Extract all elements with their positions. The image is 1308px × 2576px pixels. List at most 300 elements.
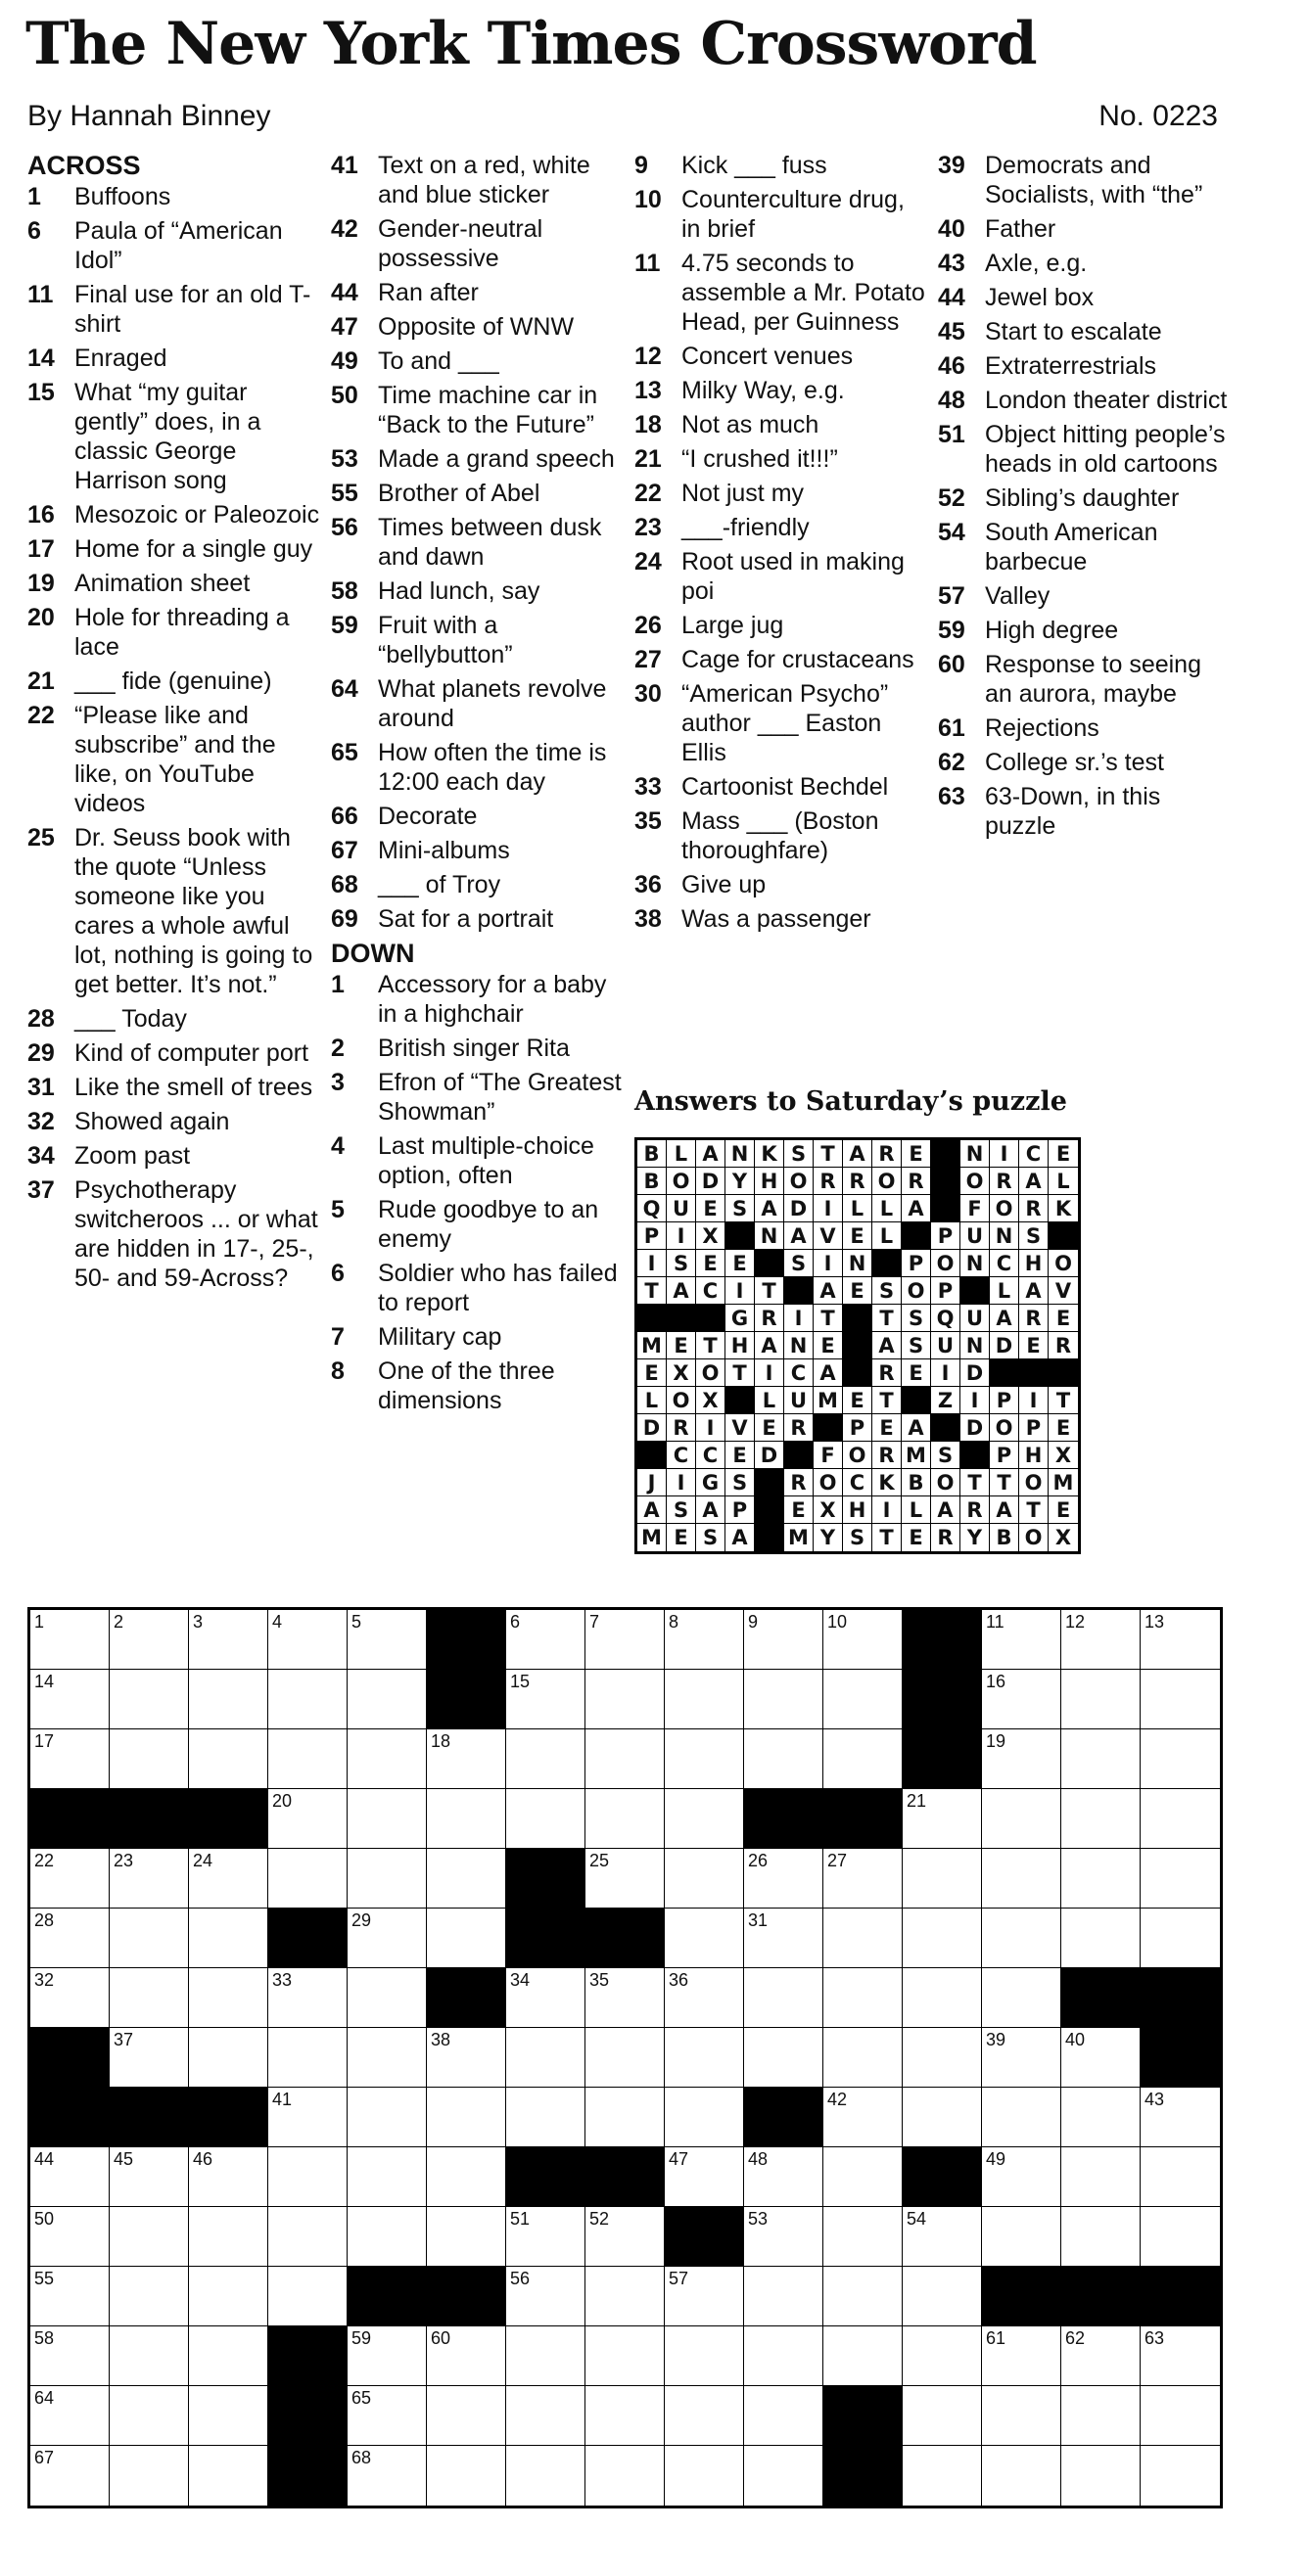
down-clue[interactable] [938, 782, 1232, 841]
grid-cell[interactable] [744, 1909, 823, 1968]
down-clue[interactable] [331, 970, 625, 1029]
grid-cell[interactable] [744, 2326, 823, 2386]
clue-text: Brother of Abel [378, 480, 540, 507]
down-clue[interactable] [331, 1357, 625, 1415]
down-clue[interactable] [938, 214, 1232, 244]
black-square [1141, 2028, 1220, 2088]
grid-cell[interactable] [110, 1909, 189, 1968]
grid-cell[interactable] [823, 2207, 903, 2267]
grid-cell[interactable] [1061, 1789, 1141, 1849]
grid-cell[interactable] [823, 1909, 903, 1968]
cell-number: 9 [748, 1612, 759, 1632]
down-clue[interactable] [634, 679, 928, 767]
grid-cell[interactable] [744, 2207, 823, 2267]
down-clue[interactable] [634, 151, 928, 180]
grid-cell[interactable] [1141, 1729, 1220, 1789]
grid-cell[interactable] [982, 1909, 1061, 1968]
grid-cell[interactable] [268, 1670, 348, 1729]
grid-cell[interactable] [1141, 1909, 1220, 1968]
answers-letter: E [814, 1332, 843, 1359]
grid-cell[interactable] [1141, 2446, 1220, 2506]
grid-cell[interactable] [665, 1968, 744, 2028]
grid-cell[interactable] [665, 2386, 744, 2446]
answers-letter: O [784, 1168, 814, 1195]
across-clue[interactable] [27, 500, 321, 529]
grid-cell[interactable] [427, 1729, 506, 1789]
grid-cell[interactable] [585, 1849, 665, 1909]
answers-letter: S [696, 1524, 725, 1551]
grid-cell[interactable] [982, 1968, 1061, 2028]
clue-text: 63-Down, in this puzzle [985, 783, 1161, 840]
grid-cell[interactable] [189, 2386, 268, 2446]
across-clue[interactable] [27, 1073, 321, 1102]
grid-cell[interactable] [110, 2386, 189, 2446]
across-clue[interactable] [331, 151, 625, 209]
grid-cell[interactable] [189, 2326, 268, 2386]
across-clue[interactable] [331, 346, 625, 376]
grid-cell[interactable] [665, 2326, 744, 2386]
answers-letter: X [667, 1359, 696, 1387]
grid-cell[interactable] [110, 1610, 189, 1670]
grid-cell[interactable] [585, 2267, 665, 2326]
grid-cell[interactable] [903, 2386, 982, 2446]
grid-cell[interactable] [823, 2088, 903, 2147]
grid-cell[interactable] [268, 2207, 348, 2267]
down-clue[interactable] [634, 479, 928, 508]
across-clue[interactable] [27, 344, 321, 373]
down-clue[interactable] [938, 483, 1232, 513]
grid-cell[interactable] [823, 1729, 903, 1789]
down-clue[interactable] [331, 1322, 625, 1352]
grid-cell[interactable] [30, 2446, 110, 2506]
grid-cell[interactable] [268, 2088, 348, 2147]
grid-cell[interactable] [903, 1789, 982, 1849]
grid-cell[interactable] [982, 2088, 1061, 2147]
down-clue[interactable] [938, 420, 1232, 479]
across-clue[interactable] [331, 802, 625, 831]
across-clue[interactable] [27, 1038, 321, 1068]
grid-cell[interactable] [665, 1789, 744, 1849]
across-clue[interactable] [27, 378, 321, 495]
grid-cell[interactable] [1061, 2326, 1141, 2386]
grid-cell[interactable] [823, 1610, 903, 1670]
grid-cell[interactable] [1061, 1610, 1141, 1670]
across-clue[interactable] [331, 674, 625, 733]
crossword-grid[interactable] [27, 1607, 1223, 2508]
grid-cell[interactable] [1061, 2088, 1141, 2147]
down-clue[interactable] [634, 513, 928, 542]
across-clue[interactable] [331, 214, 625, 273]
across-clue[interactable] [331, 576, 625, 606]
grid-cell[interactable] [903, 2326, 982, 2386]
grid-cell[interactable] [982, 1729, 1061, 1789]
across-clue[interactable] [27, 603, 321, 662]
clue-number: 27 [634, 646, 662, 673]
cell-number: 19 [986, 1731, 1006, 1751]
grid-cell[interactable] [585, 2028, 665, 2088]
grid-cell[interactable] [744, 1670, 823, 1729]
grid-cell[interactable] [189, 1968, 268, 2028]
grid-cell[interactable] [30, 1909, 110, 1968]
grid-cell[interactable] [585, 1789, 665, 1849]
grid-cell[interactable] [585, 2326, 665, 2386]
grid-cell[interactable] [823, 1670, 903, 1729]
down-clue[interactable] [634, 185, 928, 244]
grid-cell[interactable] [110, 2028, 189, 2088]
grid-cell[interactable] [665, 2028, 744, 2088]
grid-cell[interactable] [110, 2147, 189, 2207]
grid-cell[interactable] [665, 1849, 744, 1909]
grid-cell[interactable] [348, 2326, 427, 2386]
grid-cell[interactable] [665, 1670, 744, 1729]
grid-cell[interactable] [744, 2147, 823, 2207]
across-clue[interactable] [331, 444, 625, 474]
down-clue[interactable] [938, 283, 1232, 312]
grid-cell[interactable] [348, 2446, 427, 2506]
grid-cell[interactable] [427, 2088, 506, 2147]
across-clue[interactable] [331, 836, 625, 865]
across-clue[interactable] [27, 1107, 321, 1136]
grid-cell[interactable] [1141, 2147, 1220, 2207]
grid-cell[interactable] [348, 1968, 427, 2028]
down-clue[interactable] [331, 1195, 625, 1254]
grid-cell[interactable] [348, 2207, 427, 2267]
answers-letter: I [667, 1222, 696, 1250]
grid-cell[interactable] [1141, 1789, 1220, 1849]
grid-cell[interactable] [189, 1849, 268, 1909]
grid-cell[interactable] [1141, 1670, 1220, 1729]
black-square [427, 1610, 506, 1670]
grid-cell[interactable] [189, 1909, 268, 1968]
across-clue[interactable] [27, 1004, 321, 1034]
across-clue[interactable] [331, 870, 625, 899]
clue-number: 28 [27, 1005, 55, 1033]
answers-black-square [843, 1359, 872, 1387]
across-clue[interactable] [331, 513, 625, 572]
grid-cell[interactable] [585, 2088, 665, 2147]
answers-row [637, 1168, 1078, 1195]
clue-text: Counterculture drug, in brief [681, 186, 905, 243]
grid-cell[interactable] [427, 1849, 506, 1909]
answers-letter: S [902, 1305, 931, 1332]
grid-cell[interactable] [982, 2028, 1061, 2088]
grid-cell[interactable] [110, 2326, 189, 2386]
grid-cell[interactable] [268, 2267, 348, 2326]
grid-cell[interactable] [1061, 1729, 1141, 1789]
clue-text: Mass ___ (Boston thoroughfare) [681, 807, 879, 864]
grid-cell[interactable] [585, 1670, 665, 1729]
across-clue[interactable] [331, 611, 625, 669]
down-clue[interactable] [634, 870, 928, 899]
grid-cell[interactable] [348, 1729, 427, 1789]
grid-cell[interactable] [268, 2028, 348, 2088]
answers-letter: T [696, 1332, 725, 1359]
grid-cell[interactable] [348, 2028, 427, 2088]
grid-cell[interactable] [348, 2386, 427, 2446]
grid-cell[interactable] [1061, 1670, 1141, 1729]
grid-cell[interactable] [427, 2386, 506, 2446]
grid-cell[interactable] [744, 2386, 823, 2446]
grid-cell[interactable] [189, 2446, 268, 2506]
grid-cell[interactable] [268, 1968, 348, 2028]
across-clue[interactable] [331, 479, 625, 508]
grid-cell[interactable] [506, 2326, 585, 2386]
grid-cell[interactable] [1141, 2207, 1220, 2267]
across-clue[interactable] [331, 312, 625, 342]
across-clue[interactable] [27, 216, 321, 275]
across-clue[interactable] [27, 701, 321, 818]
grid-cell[interactable] [982, 2446, 1061, 2506]
grid-cell[interactable] [30, 1968, 110, 2028]
clue-text: Animation sheet [74, 570, 251, 597]
answers-letter: M [784, 1524, 814, 1551]
grid-cell[interactable] [506, 2267, 585, 2326]
grid-cell[interactable] [665, 2446, 744, 2506]
grid-cell[interactable] [903, 2207, 982, 2267]
grid-cell[interactable] [506, 2028, 585, 2088]
grid-cell[interactable] [982, 1789, 1061, 1849]
grid-cell[interactable] [744, 1610, 823, 1670]
grid-cell[interactable] [744, 1849, 823, 1909]
grid-cell[interactable] [506, 2446, 585, 2506]
down-clue[interactable] [634, 904, 928, 934]
across-clue[interactable] [27, 569, 321, 598]
grid-cell[interactable] [30, 1849, 110, 1909]
grid-cell[interactable] [903, 2028, 982, 2088]
black-square [982, 2267, 1061, 2326]
grid-cell[interactable] [823, 2267, 903, 2326]
down-clue[interactable] [331, 1259, 625, 1317]
grid-cell[interactable] [506, 2088, 585, 2147]
grid-cell[interactable] [189, 2207, 268, 2267]
grid-cell[interactable] [665, 2147, 744, 2207]
down-clue[interactable] [938, 616, 1232, 645]
down-clue[interactable] [634, 342, 928, 371]
across-clue[interactable] [331, 904, 625, 934]
grid-cell[interactable] [30, 2207, 110, 2267]
across-clue[interactable] [27, 182, 321, 211]
grid-row [30, 1968, 1220, 2028]
grid-cell[interactable] [30, 2147, 110, 2207]
grid-cell[interactable] [585, 1610, 665, 1670]
clue-text: Mini-albums [378, 837, 510, 864]
grid-row [30, 1849, 1220, 1909]
down-clue[interactable] [331, 1131, 625, 1190]
down-clue[interactable] [634, 547, 928, 606]
grid-cell[interactable] [1061, 1909, 1141, 1968]
down-clue[interactable] [938, 518, 1232, 576]
grid-cell[interactable] [1141, 2386, 1220, 2446]
grid-cell[interactable] [348, 2088, 427, 2147]
down-clue[interactable] [938, 386, 1232, 415]
down-clue[interactable] [634, 611, 928, 640]
grid-cell[interactable] [268, 2147, 348, 2207]
grid-cell[interactable] [30, 1610, 110, 1670]
grid-cell[interactable] [427, 2446, 506, 2506]
down-clue[interactable] [331, 1034, 625, 1063]
grid-cell[interactable] [982, 1610, 1061, 1670]
grid-cell[interactable] [665, 2267, 744, 2326]
down-clue[interactable] [634, 410, 928, 439]
grid-cell[interactable] [585, 2386, 665, 2446]
grid-cell[interactable] [982, 2207, 1061, 2267]
down-clue[interactable] [331, 1068, 625, 1127]
grid-cell[interactable] [903, 2267, 982, 2326]
grid-cell[interactable] [506, 1610, 585, 1670]
across-clue[interactable] [331, 738, 625, 797]
down-clue[interactable] [634, 806, 928, 865]
grid-cell[interactable] [110, 2446, 189, 2506]
grid-cell[interactable] [744, 2028, 823, 2088]
grid-cell[interactable] [982, 1670, 1061, 1729]
grid-cell[interactable] [110, 2207, 189, 2267]
down-clue[interactable] [938, 748, 1232, 777]
across-clue[interactable] [27, 823, 321, 999]
grid-cell[interactable] [982, 2326, 1061, 2386]
across-clue[interactable] [27, 1141, 321, 1171]
grid-row [30, 2386, 1220, 2446]
grid-cell[interactable] [744, 1968, 823, 2028]
grid-cell[interactable] [30, 2267, 110, 2326]
grid-cell[interactable] [30, 2386, 110, 2446]
grid-cell[interactable] [268, 1849, 348, 1909]
down-clue[interactable] [938, 351, 1232, 381]
grid-cell[interactable] [506, 1670, 585, 1729]
grid-cell[interactable] [823, 1849, 903, 1909]
grid-cell[interactable] [903, 2446, 982, 2506]
grid-cell[interactable] [585, 1729, 665, 1789]
grid-cell[interactable] [744, 1729, 823, 1789]
grid-cell[interactable] [427, 2207, 506, 2267]
down-clue[interactable] [634, 249, 928, 337]
grid-cell[interactable] [189, 2028, 268, 2088]
grid-cell[interactable] [823, 2326, 903, 2386]
grid-cell[interactable] [110, 1729, 189, 1789]
grid-cell[interactable] [903, 1968, 982, 2028]
grid-cell[interactable] [427, 1909, 506, 1968]
down-clue[interactable] [634, 645, 928, 674]
grid-cell[interactable] [189, 2267, 268, 2326]
across-clue[interactable] [27, 1175, 321, 1293]
grid-cell[interactable] [506, 1729, 585, 1789]
cell-number: 34 [510, 1970, 531, 1990]
grid-cell[interactable] [903, 1909, 982, 1968]
answers-letter: D [696, 1168, 725, 1195]
grid-cell[interactable] [110, 1849, 189, 1909]
grid-cell[interactable] [585, 1968, 665, 2028]
grid-cell[interactable] [1141, 2326, 1220, 2386]
grid-cell[interactable] [1061, 2386, 1141, 2446]
clue-text: Had lunch, say [378, 577, 540, 605]
grid-cell[interactable] [30, 1670, 110, 1729]
answers-letter: T [637, 1277, 667, 1305]
grid-cell[interactable] [1061, 1849, 1141, 1909]
grid-cell[interactable] [1061, 2147, 1141, 2207]
grid-cell[interactable] [506, 2207, 585, 2267]
down-clue[interactable] [938, 650, 1232, 709]
down-clue[interactable] [938, 317, 1232, 346]
grid-cell[interactable] [665, 1909, 744, 1968]
grid-cell[interactable] [665, 1610, 744, 1670]
grid-cell[interactable] [744, 2267, 823, 2326]
answers-letter: O [843, 1442, 872, 1469]
grid-cell[interactable] [427, 2147, 506, 2207]
down-clue[interactable] [938, 713, 1232, 743]
grid-cell[interactable] [268, 1729, 348, 1789]
grid-cell[interactable] [189, 1729, 268, 1789]
grid-cell[interactable] [903, 1849, 982, 1909]
grid-cell[interactable] [744, 2446, 823, 2506]
grid-cell[interactable] [585, 2207, 665, 2267]
grid-cell[interactable] [427, 2326, 506, 2386]
grid-cell[interactable] [585, 2446, 665, 2506]
across-clue[interactable] [331, 278, 625, 307]
down-clue[interactable] [938, 151, 1232, 209]
grid-cell[interactable] [665, 1729, 744, 1789]
across-clue[interactable] [27, 534, 321, 564]
down-clue[interactable] [634, 376, 928, 405]
across-clue[interactable] [27, 667, 321, 696]
grid-cell[interactable] [823, 1968, 903, 2028]
grid-cell[interactable] [982, 2147, 1061, 2207]
grid-cell[interactable] [982, 1849, 1061, 1909]
grid-cell[interactable] [348, 1909, 427, 1968]
grid-cell[interactable] [903, 2088, 982, 2147]
grid-cell[interactable] [1141, 1610, 1220, 1670]
grid-cell[interactable] [348, 1610, 427, 1670]
grid-cell[interactable] [1141, 2088, 1220, 2147]
down-clue[interactable] [938, 581, 1232, 611]
grid-cell[interactable] [427, 1789, 506, 1849]
grid-cell[interactable] [427, 2028, 506, 2088]
grid-cell[interactable] [110, 1670, 189, 1729]
grid-cell[interactable] [348, 1849, 427, 1909]
grid-cell[interactable] [1141, 1849, 1220, 1909]
grid-cell[interactable] [30, 1729, 110, 1789]
grid-cell[interactable] [823, 2028, 903, 2088]
black-square [585, 2147, 665, 2207]
grid-cell[interactable] [348, 1670, 427, 1729]
answers-letter: C [696, 1277, 725, 1305]
grid-cell[interactable] [665, 2088, 744, 2147]
grid-cell[interactable] [1061, 2207, 1141, 2267]
grid-cell[interactable] [506, 2386, 585, 2446]
down-clue[interactable] [938, 249, 1232, 278]
grid-cell[interactable] [348, 1789, 427, 1849]
grid-cell[interactable] [506, 1789, 585, 1849]
down-clue[interactable] [634, 772, 928, 802]
grid-cell[interactable] [268, 1610, 348, 1670]
down-clue[interactable] [634, 444, 928, 474]
grid-cell[interactable] [110, 2267, 189, 2326]
across-clue[interactable] [27, 280, 321, 339]
grid-cell[interactable] [110, 1968, 189, 2028]
grid-cell[interactable] [982, 2386, 1061, 2446]
across-clue[interactable] [331, 381, 625, 439]
grid-cell[interactable] [506, 1968, 585, 2028]
grid-cell[interactable] [189, 2147, 268, 2207]
answers-letter: I [990, 1140, 1019, 1168]
grid-cell[interactable] [1061, 2446, 1141, 2506]
grid-cell[interactable] [189, 1670, 268, 1729]
grid-cell[interactable] [189, 1610, 268, 1670]
grid-cell[interactable] [268, 1789, 348, 1849]
grid-cell[interactable] [30, 2326, 110, 2386]
grid-cell[interactable] [1061, 2028, 1141, 2088]
clue-text: London theater district [985, 387, 1228, 414]
grid-cell[interactable] [348, 2147, 427, 2207]
grid-cell[interactable] [823, 2147, 903, 2207]
